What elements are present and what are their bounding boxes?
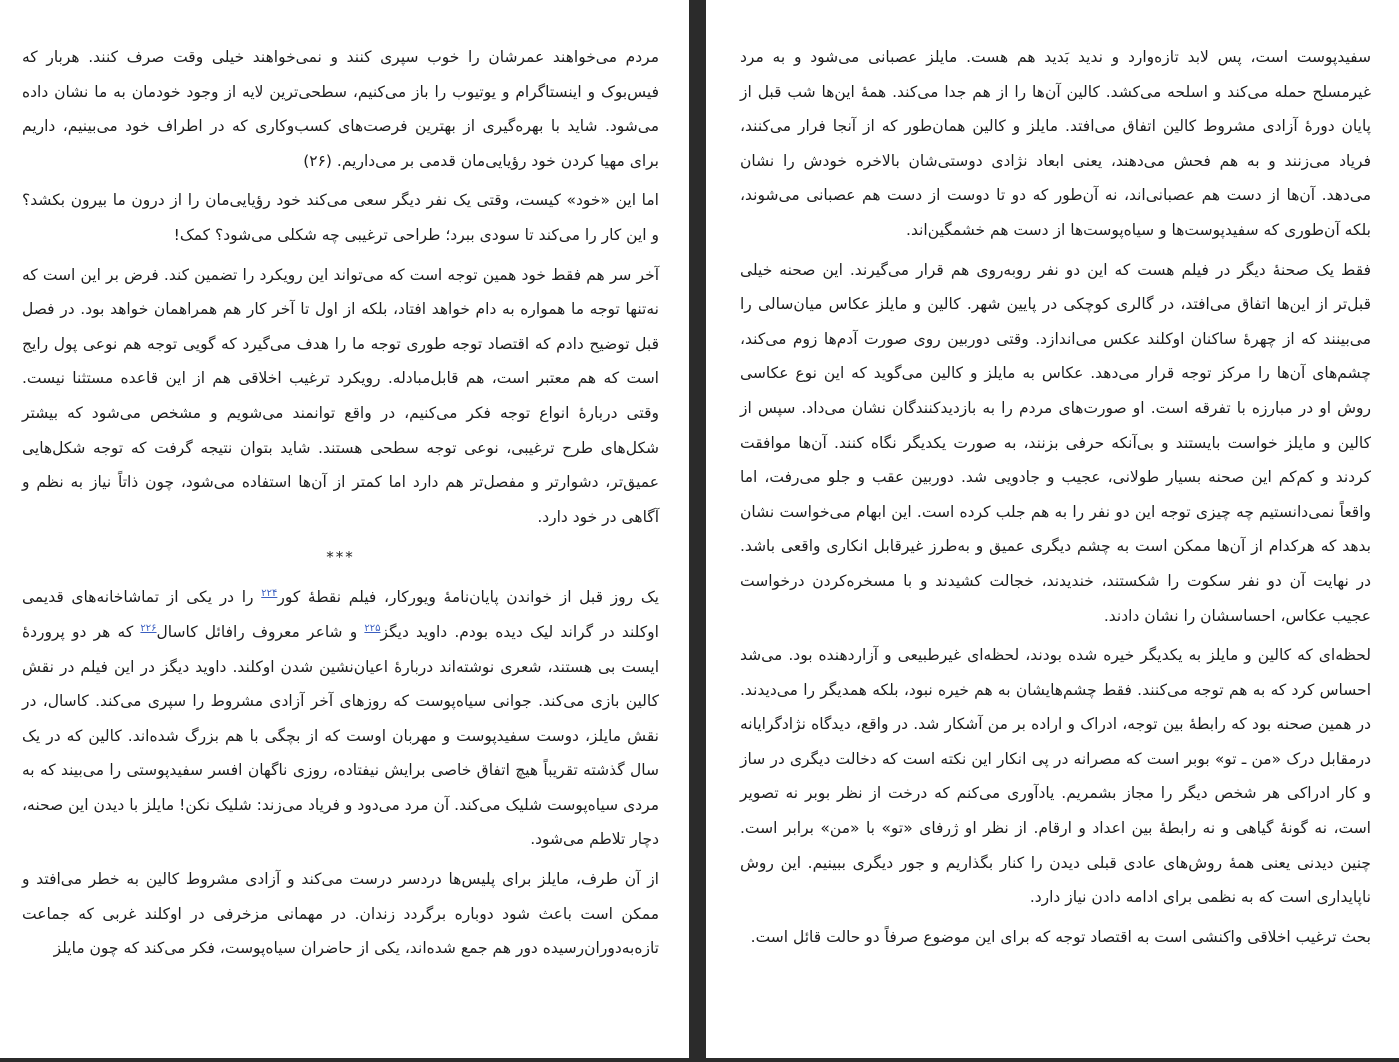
paragraph <box>22 580 659 857</box>
paragraph-text: را در یکی از تماشاخانه‌های قدیمی اوکلند در گراند لیک دیده بودم. داوید دیگز <box>22 588 659 641</box>
paragraph: بحث ترغیب اخلاقی واکنشی است به اقتصاد توجه که برای این موضوع صرفاً دو حالت قائل است. <box>750 927 1371 946</box>
paragraph: فقط یک صحنهٔ دیگر در فیلم هست که این دو نفر روبه‌روی هم قرار می‌گیرند. این صحنه خیلی قبل‌تر از این‌ها اتفاق می‌افتد، در گالری کوچکی در پایین شهر. کالین و مایلز عکاس میان‌سالی را می‌بینند که از چهرهٔ ساکنان اوکلند عکس می‌اندازد. وقتی دوربین روی صورت آدم‌ها زوم می‌کند، چشم‌های آن‌ها را مرکز توجه قرار می‌دهد. عکاس به مایلز و کالین می‌گوید که این نوع عکاسی روش او در مبارزه با تفرقه است. او صورت‌های مردم را به بازدیدکنندگان نشان می‌داد. سپس از کالین و مایلز خواست بایستند و بی‌آنکه حرفی بزنند، به صورت یکدیگر نگاه کنند. آن‌ها موافقت کردند و کم‌کم این صحنه بسیار طولانی، عجیب و جادویی شد. دوربین عقب و جلو می‌رفت، اما واقعاً نمی‌دانستیم چه چیزی توجه این دو نفر را به هم جلب کرده است. این ابهام می‌خواست نشان بدهد که هرکدام از آن‌ها ممکن است به چشم دیگری عمیق و به‌طرز غیرقابل انکاری واقعی باشد. در نهایت آن دو نفر سکوت را شکستند، خندیدند، خجالت کشیدند و با مسخره‌کردن درخواست عجیب عکاس، احساسشان را نشان دادند. <box>740 260 1371 625</box>
footnote-link[interactable]: ۲۲۵ <box>364 622 381 634</box>
paragraph: آخر سر هم فقط خود همین توجه است که می‌تواند این رویکرد را تضمین کند. فرض بر این است که نه‌تنها توجه ما همواره به دام خواهد افتاد، بلکه از اول تا آخر کار هم همراهمان خواهد بود. در فصل قبل توضیح دادم که اقتصاد توجه طوری توجه ما را هدف می‌گیرد که گویی توجه هم نوعی پول رایج است که هم معتبر است، هم قابل‌مبادله. رویکرد ترغیب اخلاقی هم از این قاعده مستثنا نیست. وقتی دربارهٔ انواع توجه فکر می‌کنیم، در واقع توانمند می‌شویم و مشخص می‌شود که بیشتر شکل‌های طرح ترغیبی، نوعی توجه سطحی هستند. شاید بتوان نتیجه گرفت که توجه شکل‌هایی عمیق‌تر، دشوارتر و مفصل‌تر هم دارد اما کمتر از آن‌ها استفاده می‌شود، چون ذاتاً نیاز به نظم و آگاهی در خود دارد. <box>22 265 659 526</box>
right-page-body <box>740 40 1371 954</box>
left-page-body <box>22 40 659 966</box>
paragraph: اما این «خود» کیست، وقتی یک نفر دیگر سعی می‌کند خود رؤیایی‌مان را از درون ما بیرون بکشد؟ و این کار را می‌کند تا سودی ببرد؛ طراحی ترغیبی چه شکلی می‌شود؟ کمک! <box>22 191 659 244</box>
left-page <box>0 0 689 1058</box>
paragraph: سفیدپوست است، پس لابد تازه‌وارد و ندید بَدید هم هست. مایلز عصبانی می‌شود و به مرد غیرمسلح حمله می‌کند و اسلحه می‌کشد. کالین آن‌ها را از هم جدا می‌کند. همهٔ این‌ها شب قبل از پایان دورهٔ آزادی مشروط کالین اتفاق می‌افتد. مایلز و کالین همان‌طور که از آنجا فرار می‌کنند، فریاد می‌زنند و به هم فحش می‌دهند، یعنی ابعاد نژادی دوستی‌شان بالاخره خودش را نشان می‌دهد. آن‌ها از دست هم عصبانی‌اند، نه آن‌طور که دو تا دوست از دست هم عصبانی می‌شوند، بلکه آن‌طوری که سفیدپوست‌ها و سیاه‌پوست‌ها از دست هم خشمگین‌اند. <box>740 48 1371 239</box>
section-separator: *** <box>326 548 355 567</box>
paragraph-text: که هر دو پروردهٔ ایست بی هستند، شعری نوشته‌اند دربارهٔ اعیان‌نشین شدن اوکلند. داوید دیگز در این فیلم در نقش کالین بازی می‌کند. جوانی سیاه‌پوست که روزهای آخر آزادی مشروط را سپری می‌کند. کاسال، در نقش مایلز، دوست سفیدپوست و مهربان اوست که از بچگی با هم بزرگ شده‌اند. کالین که در یک سال گذشته تقریباً هیچ اتفاق خاصی برایش نیفتاده، روزی ناگهان افسر سفیدپوستی را می‌بیند که به مردی سیاه‌پوست شلیک می‌کند. آن مرد می‌دود و فریاد می‌زند: شلیک نکن! مایلز با دیدن این صحنه، دچار تلاطم می‌شود. <box>22 622 659 849</box>
paragraph: از آن طرف، مایلز برای پلیس‌ها دردسر درست می‌کند و آزادی مشروط کالین به خطر می‌افتد و ممکن است باعث شود دوباره برگردد زندان. در مهمانی مزخرفی در اوکلند غربی که جماعت تازه‌به‌دوران‌رسیده دور هم جمع شده‌اند، یکی از حاضران سیاه‌پوست، فکر می‌کند که چون مایلز <box>22 870 659 958</box>
footnote-link[interactable]: ۲۲۴ <box>261 588 278 600</box>
paragraph: لحظه‌ای که کالین و مایلز به یکدیگر خیره شده بودند، لحظه‌ای غیرطبیعی و آزاردهنده بود. می‌شد احساس کرد که به هم توجه می‌کنند. فقط چشم‌هایشان به هم خیره نبود، بلکه همدیگر را می‌دیدند. در همین صحنه بود که رابطهٔ بین توجه، ادراک و اراده بر من آشکار شد. در واقع، دیدگاه نژادگرایانه درمقابل درک «من ـ تو» بوبر است که مصرانه در پی انکار این نکته است که دخالت دیگری در ساز و کار ادراکی هر شخص دیگر را مجاز بشمریم. یادآوری می‌کنم که درخت از نظر بوبر نه تصویر است، نه گونهٔ گیاهی و نه رابطهٔ بین اعداد و ارقام. از نظر او ژرفای «تو» با «من» برابر است. چنین دیدنی یعنی همهٔ روش‌های عادی قبلی دیدن را کنار بگذاریم و جور دیگری ببینیم. این روش ناپایداری است که به نظمی برای ادامه دادن نیاز دارد. <box>740 646 1371 907</box>
right-page <box>706 0 1399 1058</box>
paragraph-text: و شاعر معروف رافائل کاسال <box>156 622 365 641</box>
paragraph: مردم می‌خواهند عمرشان را خوب سپری کنند و نمی‌خواهند خیلی وقت صرف کنند. هربار که فیس‌بوک و اینستاگرام و یوتیوب را باز می‌کنیم، سطحی‌ترین لایه از وجود خودمان به ما نشان داده می‌شود. شاید با بهره‌گیری از بهترین فرصت‌های کسب‌وکاری که در اطراف خود می‌بینیم، داریم برای مهیا کردن خود رؤیایی‌مان قدمی بر می‌داریم. (۲۶) <box>22 48 659 170</box>
paragraph-text: یک روز قبل از خواندن پایان‌نامهٔ ویورکار، فیلم نقطهٔ کور <box>277 588 660 607</box>
footnote-link[interactable]: ۲۲۶ <box>140 622 157 634</box>
